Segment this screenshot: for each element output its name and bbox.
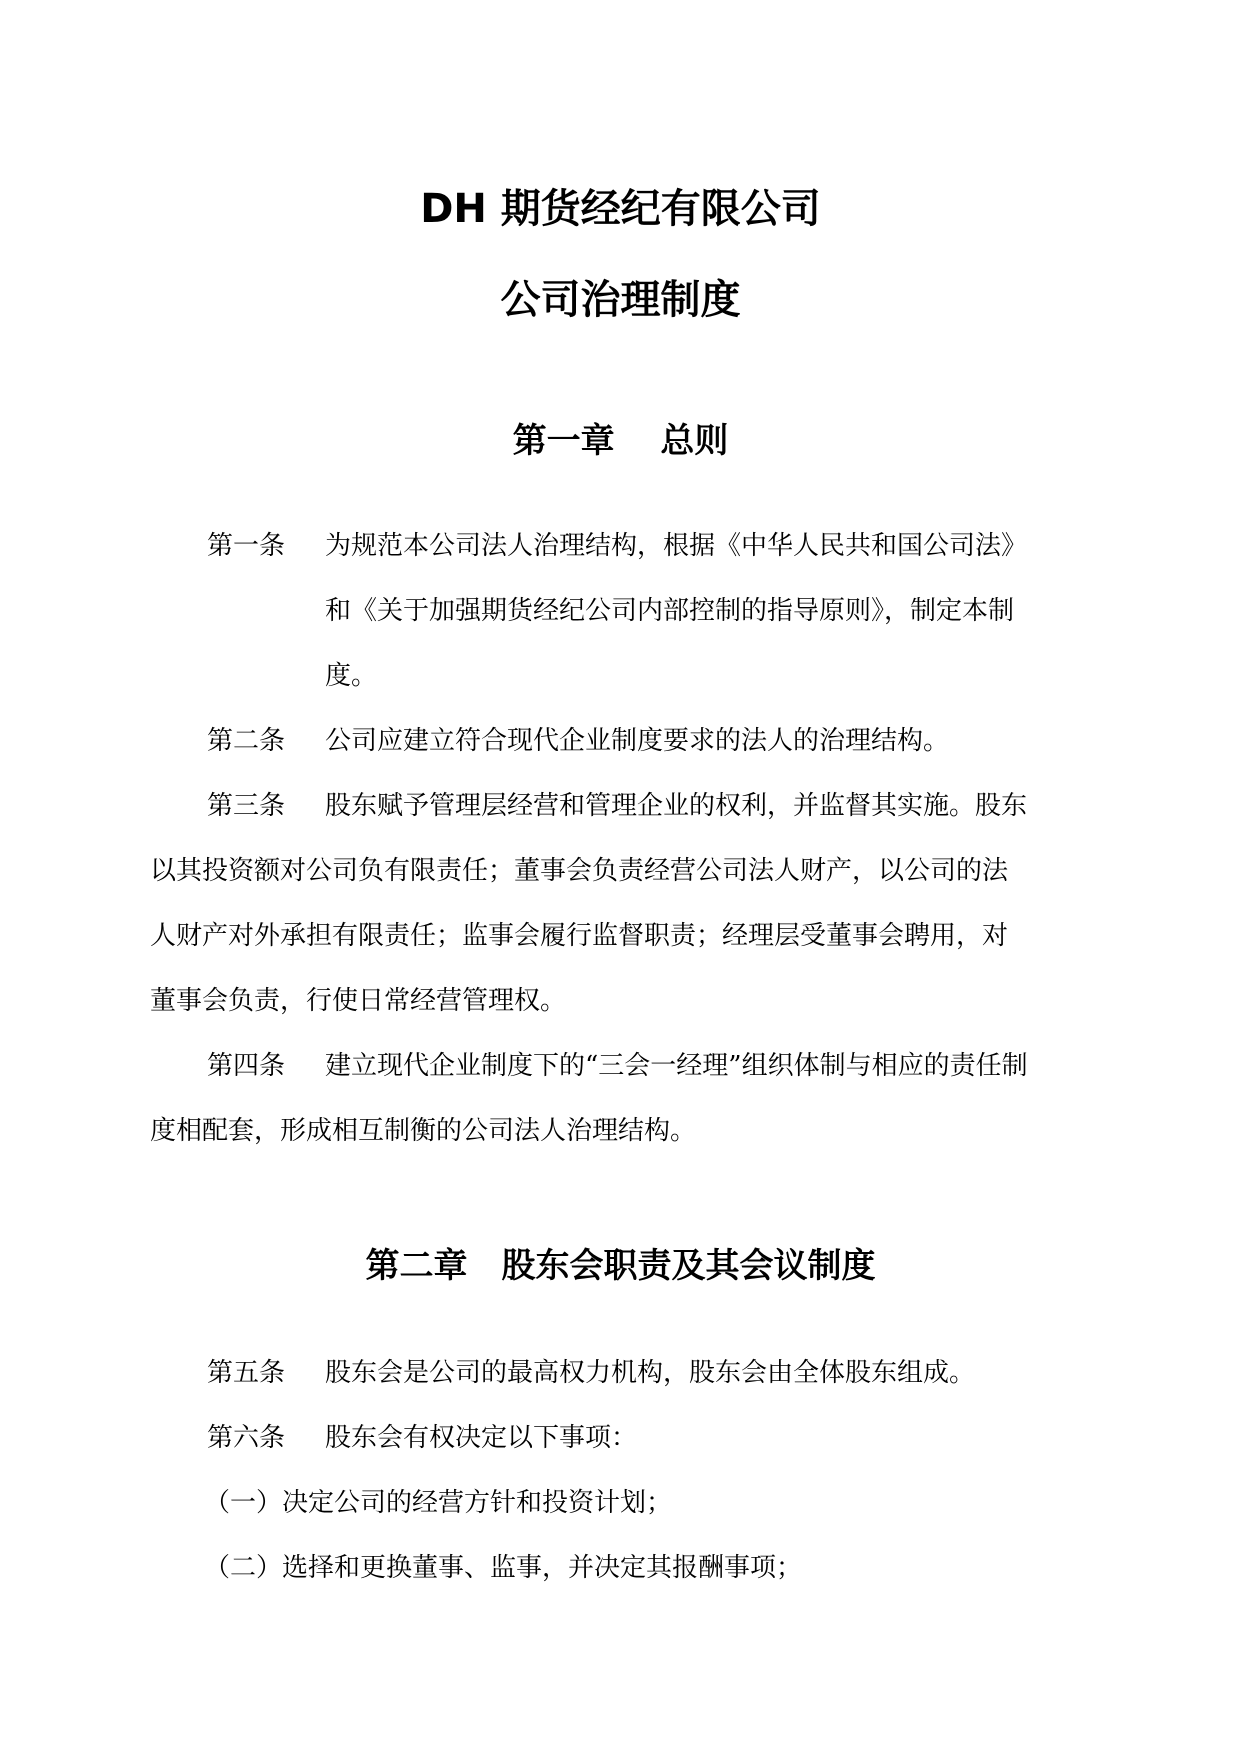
article-6-line-1: 股东会有权决定以下事项： [325, 1423, 638, 1453]
article-3-line-4: 董事会负责，行使日常经营管理权。 [150, 986, 567, 1016]
article-1-number: 第一条 [207, 531, 286, 561]
article-6-number: 第六条 [207, 1423, 286, 1453]
chapter-2-title: 第二章 股东会职责及其会议制度 [365, 1246, 876, 1286]
list-item: （一）决定公司的经营方针和投资计划； [204, 1488, 673, 1518]
chapter-1-title: 第一章 总则 [512, 421, 729, 461]
article-2-line-1: 公司应建立符合现代企业制度要求的法人的治理结构。 [325, 726, 950, 756]
article-3-line-3: 人财产对外承担有限责任；监事会履行监督职责；经理层受董事会聘用，对 [150, 921, 1009, 951]
article-1-line-2: 和《关于加强期货经纪公司内部控制的指导原则》，制定本制 [325, 596, 1015, 626]
company-name: DH 期货经纪有限公司 [420, 186, 821, 232]
article-4-number: 第四条 [207, 1051, 286, 1081]
article-4-line-2: 度相配套，形成相互制衡的公司法人治理结构。 [150, 1116, 697, 1146]
article-4-line-1: 建立现代企业制度下的“三会一经理”组织体制与相应的责任制 [325, 1051, 1028, 1081]
list-item: （二）选择和更换董事、监事，并决定其报酬事项； [204, 1553, 803, 1583]
article-5-line-1: 股东会是公司的最高权力机构，股东会由全体股东组成。 [325, 1358, 976, 1388]
article-3-number: 第三条 [207, 791, 286, 821]
article-1-line-1: 为规范本公司法人治理结构，根据《中华人民共和国公司法》 [325, 531, 1028, 561]
document-title: 公司治理制度 [500, 277, 741, 323]
article-1-line-3: 度。 [325, 661, 378, 691]
article-2-number: 第二条 [207, 726, 286, 756]
article-3-line-1: 股东赋予管理层经营和管理企业的权利，并监督其实施。股东 [325, 791, 1028, 821]
article-5-number: 第五条 [207, 1358, 286, 1388]
article-3-line-2: 以其投资额对公司负有限责任；董事会负责经营公司法人财产，以公司的法 [150, 856, 1009, 886]
